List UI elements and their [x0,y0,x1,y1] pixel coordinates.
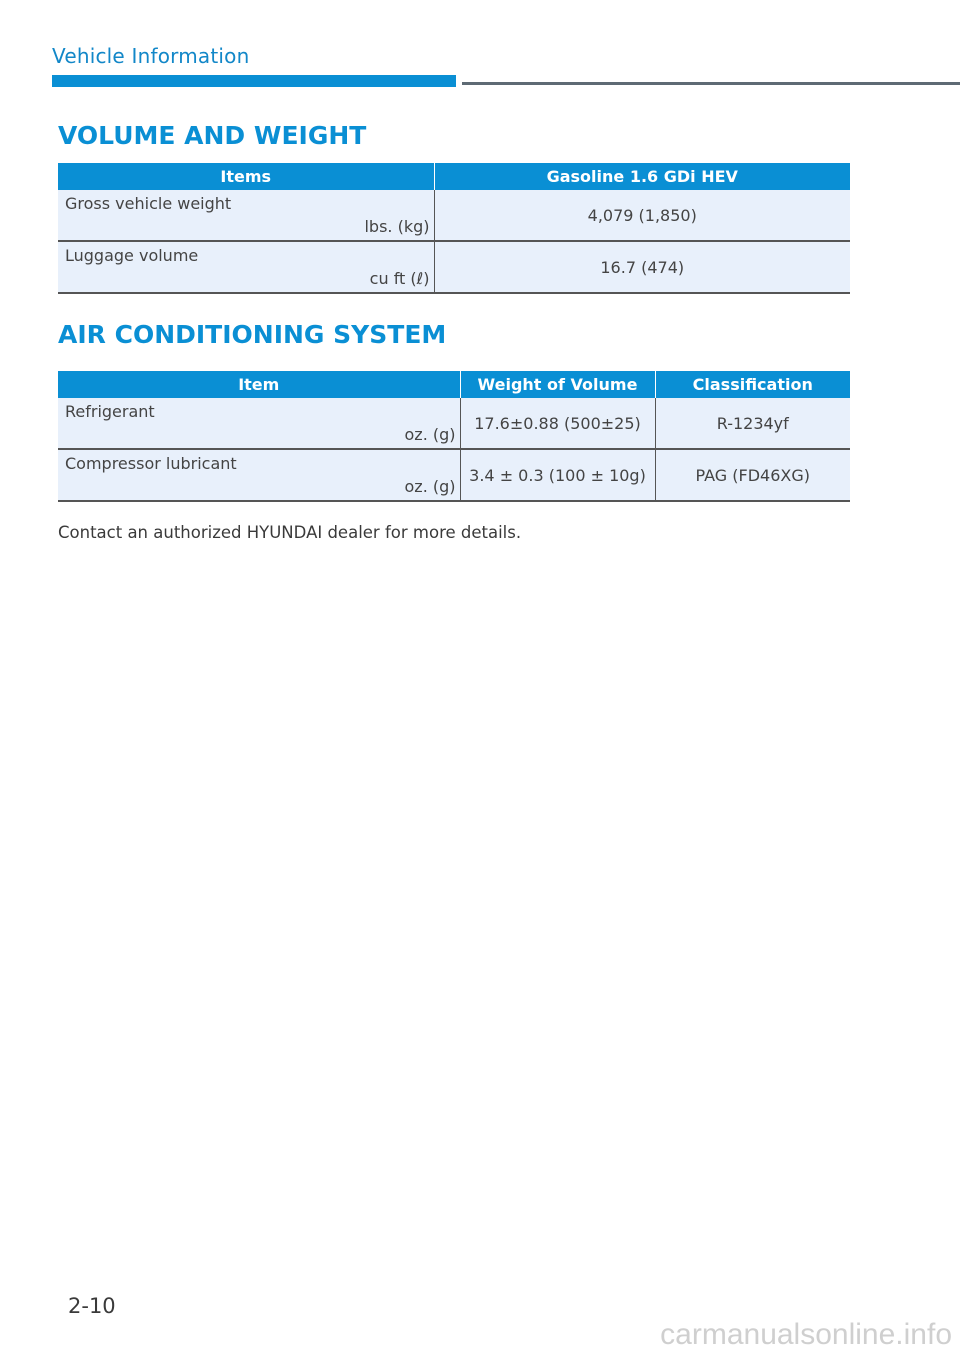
item-unit: oz. (g) [404,425,456,444]
table-header-row [58,371,850,398]
volume-weight-title: VOLUME AND WEIGHT [58,121,367,150]
column-header-item: Item [58,371,460,398]
item-cell [58,449,460,501]
value-cell: 4,079 (1,850) [434,190,850,241]
dealer-note: Contact an authorized HYUNDAI dealer for more details. [58,523,522,542]
column-header-classification: Classification [655,371,850,398]
item-unit: lbs. (kg) [364,217,430,236]
header-title: Vehicle Information [52,44,250,68]
classification-cell: R-1234yf [655,398,850,449]
air-conditioning-table [58,371,850,502]
table-row [58,398,850,449]
header-accent-bar [52,75,456,87]
air-conditioning-title: AIR CONDITIONING SYSTEM [58,320,447,349]
watermark: carmanualsonline.info [660,1318,952,1351]
item-name: Gross vehicle weight [65,194,232,213]
column-header-weight-of-volume: Weight of Volume [460,371,655,398]
item-name: Refrigerant [65,402,155,421]
table-row [58,241,850,293]
table-header-row [58,163,850,190]
item-cell [58,241,434,293]
column-header-gasoline: Gasoline 1.6 GDi HEV [434,163,850,190]
table-row [58,190,850,241]
page-number: 2-10 [68,1294,116,1318]
item-cell [58,398,460,449]
volume-weight-table [58,163,850,294]
item-unit: cu ft (ℓ) [369,269,430,288]
classification-cell: PAG (FD46XG) [655,449,850,501]
item-unit: oz. (g) [404,477,456,496]
value-cell: 3.4 ± 0.3 (100 ± 10g) [460,449,655,501]
header-divider [462,82,960,85]
item-cell [58,190,434,241]
column-header-items: Items [58,163,434,190]
table-row [58,449,850,501]
item-name: Compressor lubricant [65,454,237,473]
value-cell: 17.6±0.88 (500±25) [460,398,655,449]
item-name: Luggage volume [65,246,199,265]
value-cell: 16.7 (474) [434,241,850,293]
